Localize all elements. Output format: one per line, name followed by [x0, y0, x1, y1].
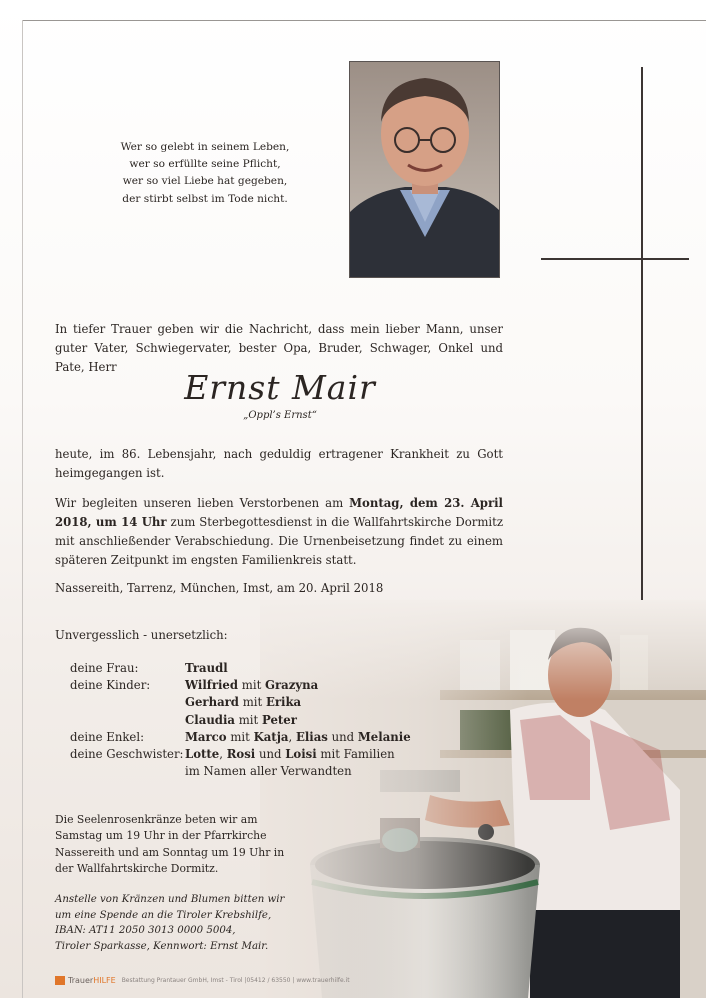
cross-icon-vertical: [641, 67, 643, 605]
list-item: Claudia mit Peter: [185, 712, 297, 727]
list-item: deine Kinder: Wilfried mit Grazyna: [70, 678, 319, 693]
list-item: im Namen aller Verwandten: [185, 764, 352, 779]
service-text: Wir begleiten unseren lieben Verstorbenen am Montag, dem 23. April 2018, um 14 Uhr zum Sterbegottesdienst in die Wallfahrtskirche Dormitz mit anschließender Verabschiedung. Die Urnenbeisetzung findet zu einem späteren Zeitpunkt im engsten Familienkreis statt.: [55, 496, 504, 567]
list-item: deine Geschwister: Lotte, Rosi und Loisi mit Familien: [70, 747, 395, 762]
rosary-text: Die Seelenrosenkränze beten wir am Samstag um 19 Uhr in der Pfarrkirche Nassereith und am Sonntag um 19 Uhr in der Wallfahrtskirche Dormitz.: [55, 813, 285, 876]
logo: TrauerHILFE: [68, 976, 116, 985]
passing-text: heute, im 86. Lebensjahr, nach geduldig ertragener Krankheit zu Gott heimgegangen ist.: [55, 447, 503, 480]
frame-left-line: [22, 20, 23, 998]
list-item: Gerhard mit Erika: [185, 695, 302, 710]
poem-line: wer so viel Liebe hat gegeben,: [122, 175, 288, 188]
deceased-nickname: „Oppl’s Ernst“: [243, 410, 317, 421]
cross-icon-horizontal: [541, 258, 689, 260]
deceased-name: Ernst Mair: [184, 368, 376, 407]
footer: [55, 976, 350, 985]
place-date: Nassereith, Tarrenz, München, Imst, am 20. April 2018: [55, 581, 384, 595]
footer-contact: 05412 / 63550 | www.trauerhilfe.it: [246, 977, 350, 984]
donation-text: Anstelle von Kränzen und Blumen bitten wir um eine Spende an die Tiroler Krebshilfe, IBAN: AT11 2050 3013 0000 5004, Tiroler Sparkasse, Kennwort: Ernst Mair.: [55, 894, 285, 952]
list-item: deine Frau: Traudl: [70, 661, 228, 675]
intro-text: In tiefer Trauer geben wir die Nachricht, dass mein lieber Mann, unser guter Vater, Schwiegervater, bester Opa, Bruder, Schwager, Onkel und Pate, Herr: [55, 322, 503, 374]
frame-top-line: [22, 20, 706, 21]
poem-line: Wer so gelebt in seinem Leben,: [120, 141, 290, 153]
portrait-photo: [349, 61, 500, 278]
mourners-heading: Unvergesslich - unersetzlich:: [55, 628, 228, 642]
service-date: Montag, dem 23. April 2018, um 14 Uhr: [55, 496, 503, 529]
logo-icon: [55, 976, 65, 985]
poem-line: wer so erfüllte seine Pflicht,: [129, 158, 281, 171]
mourners-list: [70, 660, 411, 780]
list-item: deine Enkel: Marco mit Katja, Elias und Melanie: [70, 729, 411, 744]
poem-line: der stirbt selbst im Tode nicht.: [122, 192, 288, 205]
footer-company: Bestattung Prantauer GmbH, Imst - Tirol |: [121, 977, 247, 984]
poem: [100, 139, 310, 208]
